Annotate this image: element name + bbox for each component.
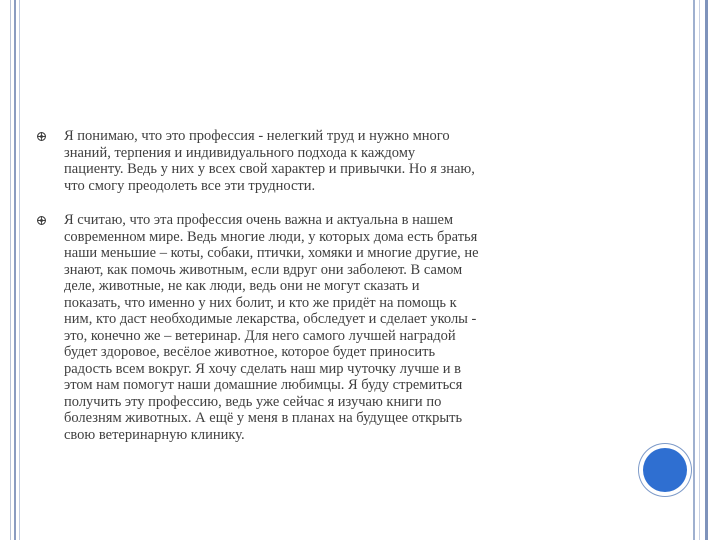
- left-decorative-stripe: [14, 0, 16, 540]
- fleuron-bullet-icon: [36, 215, 47, 226]
- right-decorative-stripe: [705, 0, 708, 540]
- right-decorative-stripe: [699, 0, 700, 540]
- slide-content: [36, 128, 626, 461]
- bullet-item: [36, 212, 626, 443]
- bullet-item: [36, 128, 626, 194]
- left-decorative-stripe: [19, 0, 20, 540]
- bullet-text: Я считаю, что эта профессия очень важна и актуальна в нашем современном мире. Ведь многие люди, у которых дома есть братья наши меньшие – коты, собаки, птички, хомяки и многие другие, не знают, как помочь животным, если вдруг они заболеют. В самом деле, животные, не как люди, ведь они не могут сказать и показать, что именно у них болит, и кто же придёт на помощь к ним, кто даст необходимые лекарства, обследует и сделает уколы - это, конечно же – ветеринар. Для него самого лучшей наградой будет здоровое, весёлое животное, которое будет приносить радость всем вокруг. Я хочу сделать наш мир чуточку лучше и в этом нам помогут наши домашние любимцы. Я буду стремиться получить эту профессию, ведь уже сейчас я изучаю книги по болезням животных. А ещё у меня в планах на будущее открыть свою ветеринарную клинику.: [64, 212, 479, 443]
- fleuron-bullet-icon: [36, 131, 47, 142]
- left-decorative-stripe: [10, 0, 11, 540]
- blue-circle-decoration: [643, 448, 687, 492]
- bullet-text: Я понимаю, что это профессия - нелегкий труд и нужно много знаний, терпения и индивидуального подхода к каждому пациенту. Ведь у них у всех свой характер и привычки. Но я знаю, что смогу преодолеть все эти трудности.: [64, 128, 475, 194]
- right-decorative-stripe: [693, 0, 695, 540]
